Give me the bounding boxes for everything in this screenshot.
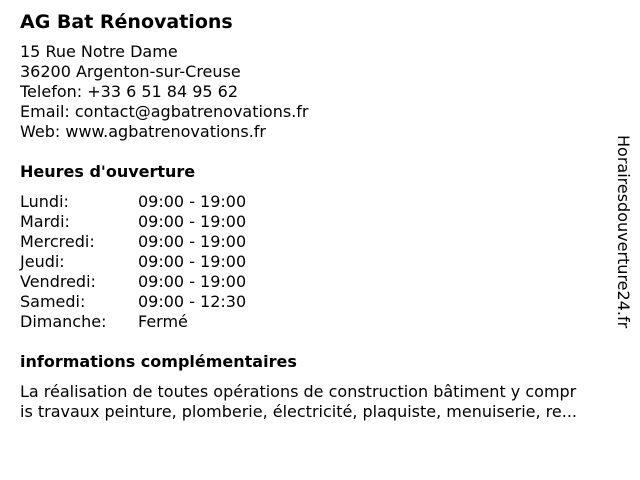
time-value: 09:00 - 19:00 xyxy=(138,192,247,211)
hours-row-monday xyxy=(20,192,620,212)
street-address: 15 Rue Notre Dame xyxy=(20,42,178,61)
day-label: Lundi: xyxy=(20,192,69,211)
hours-row-saturday xyxy=(20,292,620,312)
business-name: AG Bat Rénovations xyxy=(20,11,233,33)
email-address[interactable]: Email: contact@agbatrenovations.fr xyxy=(20,102,309,121)
additional-info-title: informations complémentaires xyxy=(20,352,297,371)
time-value: 09:00 - 19:00 xyxy=(138,272,247,291)
time-value: 09:00 - 12:30 xyxy=(138,292,247,311)
time-value: 09:00 - 19:00 xyxy=(138,212,247,231)
day-label: Dimanche: xyxy=(20,312,107,331)
hours-row-friday xyxy=(20,272,620,292)
day-label: Mardi: xyxy=(20,212,70,231)
phone-number[interactable]: Telefon: +33 6 51 84 95 62 xyxy=(20,82,239,101)
hours-row-tuesday xyxy=(20,212,620,232)
business-card xyxy=(20,10,620,422)
opening-hours-list xyxy=(20,192,620,332)
time-value: 09:00 - 19:00 xyxy=(138,232,247,251)
day-label: Mercredi: xyxy=(20,232,95,251)
website-link[interactable]: Web: www.agbatrenovations.fr xyxy=(20,122,266,141)
time-value: Fermé xyxy=(138,312,188,331)
opening-hours-title: Heures d'ouverture xyxy=(20,162,196,181)
time-value: 09:00 - 19:00 xyxy=(138,252,247,271)
day-label: Jeudi: xyxy=(20,252,65,271)
hours-row-sunday xyxy=(20,312,620,332)
day-label: Samedi: xyxy=(20,292,86,311)
city-address: 36200 Argenton-sur-Creuse xyxy=(20,62,241,81)
additional-info-line-1: La réalisation de toutes opérations de construction bâtiment y compr xyxy=(20,382,577,401)
hours-row-wednesday xyxy=(20,232,620,252)
additional-info-line-2: is travaux peinture, plomberie, électricité, plaquiste, menuiserie, re... xyxy=(20,402,577,421)
day-label: Vendredi: xyxy=(20,272,96,291)
hours-row-thursday xyxy=(20,252,620,272)
site-brand-vertical: Horairesdouverture24.fr xyxy=(614,135,633,329)
